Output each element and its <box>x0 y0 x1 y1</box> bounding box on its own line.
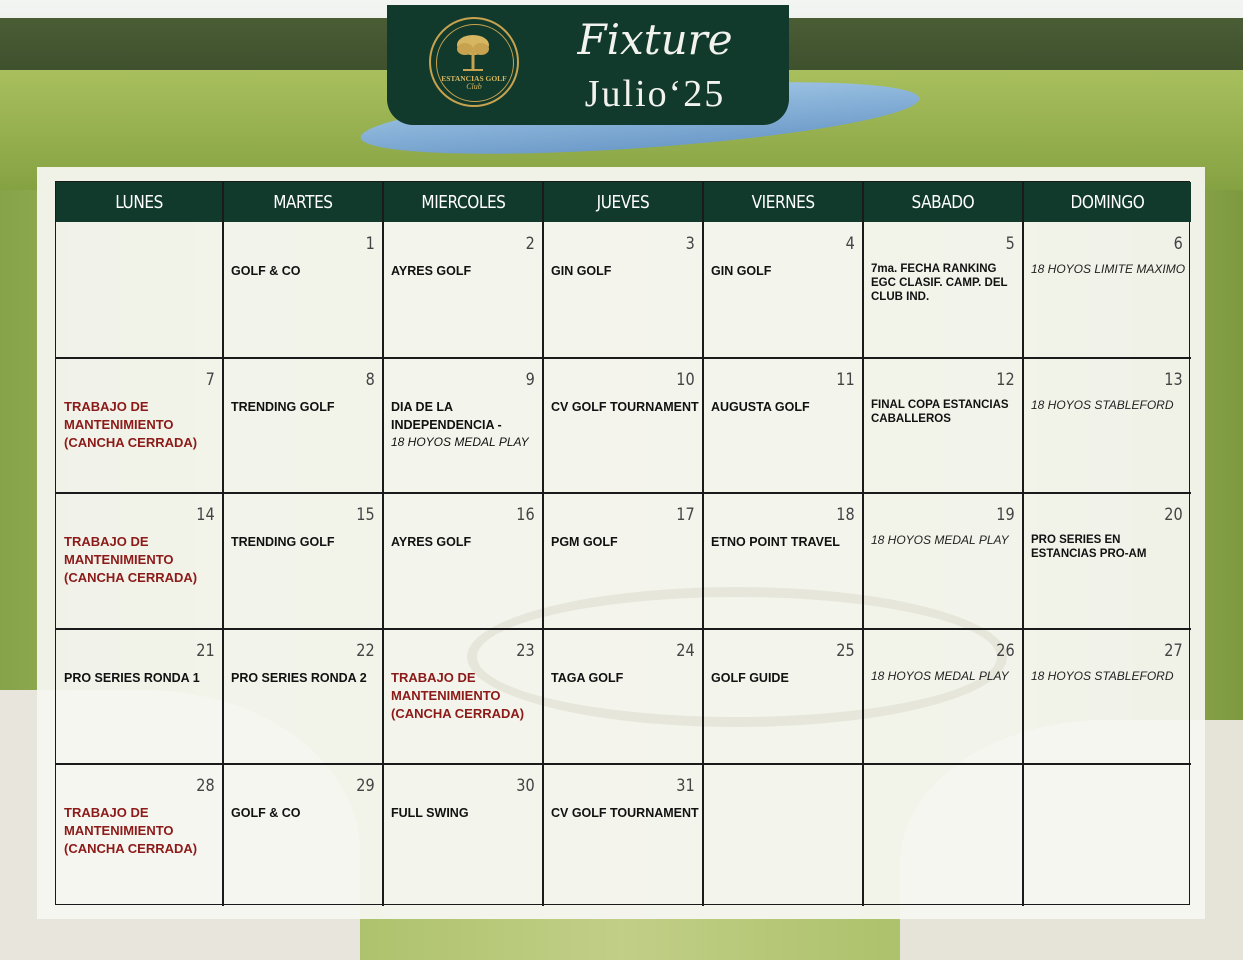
day-cell-23 <box>383 629 543 764</box>
day-number-text: 24 <box>676 641 695 661</box>
event-label <box>1031 669 1187 683</box>
event-text: GOLF & CO <box>231 264 301 278</box>
day-number <box>524 234 535 254</box>
logo-sub: Club <box>466 82 482 91</box>
day-number-text: 26 <box>996 641 1015 661</box>
day-number-text: 16 <box>516 505 535 525</box>
day-number-text: 22 <box>356 641 375 661</box>
weekday-header-domingo <box>1023 182 1191 222</box>
page-title: Fixture <box>577 15 733 64</box>
day-number-text: 12 <box>996 370 1015 390</box>
day-number-text: 9 <box>525 370 535 390</box>
club-logo <box>429 17 519 107</box>
day-number <box>193 505 215 525</box>
event-label <box>871 533 1019 547</box>
month-title: Julio‘25 <box>584 73 726 115</box>
event-label <box>711 533 859 551</box>
day-number <box>353 776 375 796</box>
day-number-text: 6 <box>1173 234 1183 254</box>
day-number <box>524 370 535 390</box>
day-number <box>673 641 695 661</box>
day-number-text: 27 <box>1164 641 1183 661</box>
day-number-text: 23 <box>516 641 535 661</box>
event-label <box>551 262 699 280</box>
day-number <box>833 370 855 390</box>
event-label <box>64 669 219 687</box>
day-cell-4 <box>703 222 863 358</box>
day-number <box>673 776 695 796</box>
event-text: AUGUSTA GOLF <box>711 400 810 414</box>
weekday-header-lunes <box>56 182 223 222</box>
weekday-label: VIERNES <box>751 192 815 213</box>
day-cell-26 <box>863 629 1023 764</box>
weekday-header-viernes <box>703 182 863 222</box>
day-cell-28 <box>56 764 223 906</box>
event-label <box>551 533 699 551</box>
event-label <box>231 398 379 416</box>
event-text: TRABAJO DE MANTENIMIENTO (CANCHA CERRADA) <box>64 805 198 856</box>
day-number <box>684 234 695 254</box>
day-number <box>1004 234 1015 254</box>
event-text: GOLF & CO <box>231 806 301 820</box>
event-label <box>391 262 539 280</box>
day-number <box>1172 234 1183 254</box>
row-divider <box>56 492 1191 494</box>
event-text: TAGA GOLF <box>551 671 624 685</box>
day-number <box>833 505 855 525</box>
event-label <box>391 398 539 450</box>
event-text: DIA DE LA INDEPENDENCIA - <box>391 400 502 432</box>
day-number <box>844 234 855 254</box>
day-cell-2 <box>383 222 543 358</box>
day-number <box>364 234 375 254</box>
day-cell-31 <box>543 764 703 906</box>
event-text: GIN GOLF <box>551 264 612 278</box>
column-divider <box>382 182 384 906</box>
day-number <box>193 641 215 661</box>
event-text: CV GOLF TOURNAMENT <box>551 806 699 820</box>
event-text: PRO SERIES EN ESTANCIAS PRO-AM <box>1031 534 1147 560</box>
event-label <box>391 804 539 822</box>
day-cell-7 <box>56 358 223 493</box>
event-text: 18 HOYOS STABLEFORD <box>1031 669 1174 683</box>
day-number <box>993 641 1015 661</box>
event-label <box>1031 533 1187 561</box>
event-label <box>64 398 219 452</box>
event-label <box>1031 398 1187 412</box>
event-text: GOLF GUIDE <box>711 671 789 685</box>
day-cell-5 <box>863 222 1023 358</box>
calendar-grid <box>55 181 1190 905</box>
day-number <box>193 776 215 796</box>
event-text: TRABAJO DE MANTENIMIENTO (CANCHA CERRADA) <box>64 399 198 450</box>
day-cell-14 <box>56 493 223 629</box>
day-number <box>513 505 535 525</box>
event-label <box>64 804 219 858</box>
day-number <box>204 370 215 390</box>
event-label <box>231 262 379 280</box>
day-cell-8 <box>223 358 383 493</box>
day-number-text: 30 <box>516 776 535 796</box>
event-text: GIN GOLF <box>711 264 772 278</box>
day-cell-19 <box>863 493 1023 629</box>
event-label <box>711 262 859 280</box>
event-label <box>711 669 859 687</box>
logo-name: ESTANCIAS GOLF <box>441 74 507 83</box>
day-cell-30 <box>383 764 543 906</box>
day-cell-21 <box>56 629 223 764</box>
tree-icon <box>455 33 491 73</box>
day-number-text: 31 <box>676 776 695 796</box>
day-number <box>833 641 855 661</box>
day-number-text: 5 <box>1005 234 1015 254</box>
event-subtext: 18 HOYOS MEDAL PLAY <box>391 435 529 449</box>
weekday-label: DOMINGO <box>1070 192 1144 213</box>
day-number-text: 17 <box>676 505 695 525</box>
event-label <box>551 804 699 822</box>
day-number <box>1161 505 1183 525</box>
day-cell-1 <box>223 222 383 358</box>
event-text: 18 HOYOS MEDAL PLAY <box>871 533 1009 547</box>
day-number-text: 8 <box>365 370 375 390</box>
event-label <box>871 669 1019 683</box>
event-label <box>871 398 1019 426</box>
day-number-text: 20 <box>1164 505 1183 525</box>
day-cell-18 <box>703 493 863 629</box>
day-cell-24 <box>543 629 703 764</box>
day-number <box>513 776 535 796</box>
empty-day-cell <box>703 764 863 906</box>
empty-day-cell <box>1023 764 1191 906</box>
day-cell-6 <box>1023 222 1191 358</box>
event-text: TRABAJO DE MANTENIMIENTO (CANCHA CERRADA) <box>391 670 525 721</box>
event-label <box>551 398 699 416</box>
weekday-header-martes <box>223 182 383 222</box>
event-text: PGM GOLF <box>551 535 618 549</box>
day-number-text: 19 <box>996 505 1015 525</box>
day-number-text: 18 <box>836 505 855 525</box>
column-divider <box>702 182 704 906</box>
day-cell-12 <box>863 358 1023 493</box>
weekday-label: JUEVES <box>596 192 650 213</box>
day-cell-11 <box>703 358 863 493</box>
day-cell-15 <box>223 493 383 629</box>
day-number-text: 13 <box>1164 370 1183 390</box>
weekday-label: LUNES <box>115 192 164 213</box>
event-label <box>231 804 379 822</box>
day-number <box>513 641 535 661</box>
day-cell-13 <box>1023 358 1191 493</box>
day-number <box>1161 641 1183 661</box>
day-number <box>673 505 695 525</box>
day-number-text: 15 <box>356 505 375 525</box>
day-number-text: 4 <box>845 234 855 254</box>
day-number-text: 10 <box>676 370 695 390</box>
event-label <box>551 669 699 687</box>
day-cell-29 <box>223 764 383 906</box>
day-number <box>993 505 1015 525</box>
day-cell-3 <box>543 222 703 358</box>
day-number-text: 29 <box>356 776 375 796</box>
event-text: 18 HOYOS LIMITE MAXIMO <box>1031 262 1186 276</box>
day-number-text: 21 <box>196 641 215 661</box>
day-number-text: 28 <box>196 776 215 796</box>
day-number <box>673 370 695 390</box>
weekday-label: MIERCOLES <box>420 192 506 213</box>
event-text: TRENDING GOLF <box>231 400 335 414</box>
day-cell-27 <box>1023 629 1191 764</box>
weekday-header-sabado <box>863 182 1023 222</box>
day-number-text: 3 <box>685 234 695 254</box>
day-cell-22 <box>223 629 383 764</box>
day-cell-20 <box>1023 493 1191 629</box>
event-label <box>871 262 1019 304</box>
event-text: CV GOLF TOURNAMENT <box>551 400 699 414</box>
day-number-text: 2 <box>525 234 535 254</box>
day-cell-10 <box>543 358 703 493</box>
event-text: FINAL COPA ESTANCIAS CABALLEROS <box>871 399 1009 425</box>
row-divider <box>56 357 1191 359</box>
day-cell-17 <box>543 493 703 629</box>
row-divider <box>56 628 1191 630</box>
day-number-text: 25 <box>836 641 855 661</box>
event-text: TRENDING GOLF <box>231 535 335 549</box>
day-number <box>364 370 375 390</box>
fixture-header <box>387 5 789 125</box>
day-number-text: 1 <box>365 234 375 254</box>
row-divider <box>56 763 1191 765</box>
event-label <box>391 669 539 723</box>
day-number <box>1161 370 1183 390</box>
column-divider <box>542 182 544 906</box>
day-number <box>993 370 1015 390</box>
column-divider <box>862 182 864 906</box>
weekday-label: MARTES <box>273 192 333 213</box>
column-divider <box>222 182 224 906</box>
event-text: TRABAJO DE MANTENIMIENTO (CANCHA CERRADA) <box>64 534 198 585</box>
weekday-header-miercoles <box>383 182 543 222</box>
day-cell-9 <box>383 358 543 493</box>
event-label <box>711 398 859 416</box>
event-label <box>391 533 539 551</box>
day-number-text: 14 <box>196 505 215 525</box>
weekday-label: SABADO <box>911 192 975 213</box>
column-divider <box>1022 182 1024 906</box>
logo-text <box>431 75 517 91</box>
day-cell-25 <box>703 629 863 764</box>
day-number <box>353 641 375 661</box>
event-text: 18 HOYOS MEDAL PLAY <box>871 669 1009 683</box>
event-text: 18 HOYOS STABLEFORD <box>1031 398 1174 412</box>
event-label <box>64 533 219 587</box>
event-text: PRO SERIES RONDA 1 <box>64 671 200 685</box>
empty-day-cell <box>863 764 1023 906</box>
event-label <box>231 533 379 551</box>
day-number <box>353 505 375 525</box>
event-text: PRO SERIES RONDA 2 <box>231 671 367 685</box>
event-text: AYRES GOLF <box>391 264 472 278</box>
event-text: FULL SWING <box>391 806 469 820</box>
day-number-text: 7 <box>205 370 215 390</box>
empty-day-cell <box>56 222 223 358</box>
event-text: 7ma. FECHA RANKING EGC CLASIF. CAMP. DEL CLUB IND. <box>871 263 1008 303</box>
day-cell-16 <box>383 493 543 629</box>
event-label <box>1031 262 1187 276</box>
day-number-text: 11 <box>836 370 855 390</box>
event-text: AYRES GOLF <box>391 535 472 549</box>
event-text: ETNO POINT TRAVEL <box>711 535 840 549</box>
weekday-header-jueves <box>543 182 703 222</box>
event-label <box>231 669 379 687</box>
